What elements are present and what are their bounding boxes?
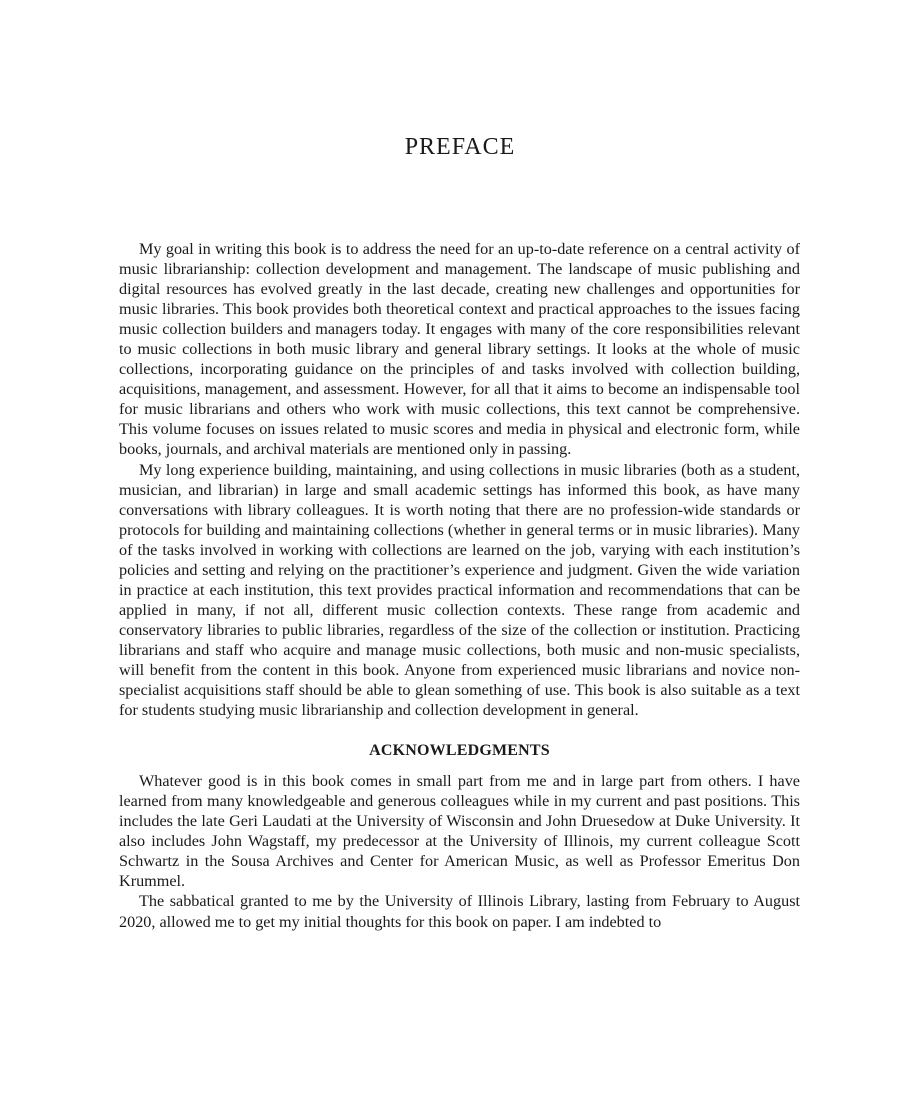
acknowledgments-heading: ACKNOWLEDGMENTS xyxy=(369,742,550,760)
acknowledgments-paragraph: Whatever good is in this book comes in small part from me and in large part from others. I have learned from many knowledgeable and generous colleagues while in my current and past positions. This includes the late Geri Laudati at the University of Wisconsin and John Druesedow at Duke University. It also includes John Wagstaff, my predecessor at the University of Illinois, my current colleague Scott Schwartz in the Sousa Archives and Center for American Music, as well as Professor Emeritus Don Krummel. xyxy=(119,772,800,891)
acknowledgments-paragraph: The sabbatical granted to me by the University of Illinois Library, lasting from February to August 2020, allowed me to get my initial thoughts for this book on paper. I am indebted to xyxy=(119,892,800,931)
preface-paragraph: My goal in writing this book is to address the need for an up-to-date reference on a central activity of music librarianship: collection development and management. The landscape of music publishing and digital resources has evolved greatly in the last decade, creating new challenges and opportunities for music libraries. This book provides both theoretical context and practical approaches to the issues facing music collection builders and managers today. It engages with many of the core responsibilities relevant to music collections in both music library and general library settings. It looks at the whole of music collections, incorporating guidance on the principles of and tasks involved with collection building, acquisitions, management, and assessment. However, for all that it aims to become an indispensable tool for music librarians and others who work with music collections, this text cannot be comprehensive. This volume focuses on issues related to music scores and media in physical and electronic form, while books, journals, and archival materials are mentioned only in passing. xyxy=(119,240,800,459)
body-text xyxy=(119,239,800,932)
preface-paragraph: My long experience building, maintaining, and using collections in music libraries (both as a student, musician, and librarian) in large and small academic settings has informed this book, as have many conversations with library colleagues. It is worth noting that there are no profession-wide standards or protocols for building and maintaining collections (whether in general terms or in music libraries). Many of the tasks involved in working with collections are learned on the job, varying with each institution’s policies and setting and relying on the practitioner’s experience and judgment. Given the wide variation in practice at each institution, this text provides practical information and recommendations that can be applied in many, if not all, different music collection contexts. These range from academic and conservatory libraries to public libraries, regardless of the size of the collection or institution. Practicing librarians and staff who acquire and manage music collections, both music and non-music specialists, will benefit from the content in this book. Anyone from experienced music librarians and novice non-specialist acquisitions staff should be able to glean something of use. This book is also suitable as a text for students studying music librarianship and collection development in general. xyxy=(119,460,800,720)
chapter-title: PREFACE xyxy=(404,134,516,160)
